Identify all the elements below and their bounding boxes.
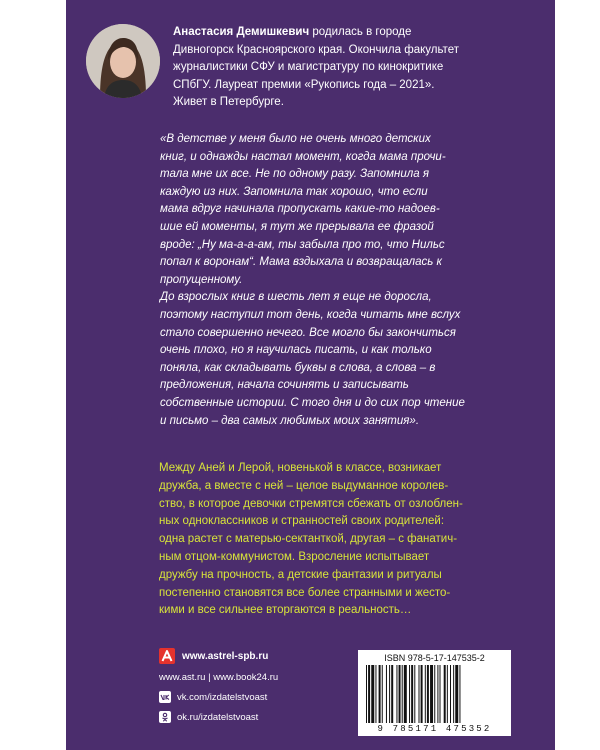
synopsis-line: ных одноклассников и странностей своих родителей: xyxy=(159,515,445,528)
ok-icon xyxy=(159,711,171,723)
author-quote xyxy=(160,131,520,430)
book-synopsis xyxy=(159,460,524,620)
astrel-logo-icon xyxy=(159,648,175,664)
synopsis-line: дружбу на прочность, а детские фантазии и ритуалы xyxy=(159,568,442,581)
shop-links-row xyxy=(159,672,278,683)
quote-line: собственные истории. С того дня и до сих пор чтение xyxy=(160,396,465,409)
author-portrait-illustration xyxy=(86,24,160,98)
quote-line: поняла, как складывать буквы в слова, а слова – в xyxy=(160,361,436,374)
quote-line: мама вдруг начинала пропускать какие-то надоев- xyxy=(160,203,440,216)
quote-line: тала мне их все. Не по одному разу. Запомнила я xyxy=(160,168,429,181)
shop-links[interactable]: www.ast.ru | www.book24.ru xyxy=(159,672,279,683)
author-bio xyxy=(173,24,513,112)
quote-line: очень плохо, но я научилась писать, и как только xyxy=(160,344,432,357)
quote-line: До взрослых книг в шесть лет я еще не доросла, xyxy=(160,291,432,304)
synopsis-line: Между Аней и Лерой, новенькой в классе, возникает xyxy=(159,462,442,474)
quote-line: попал к воронам“. Мама вздыхала и возвращалась к xyxy=(160,256,442,269)
author-name: Анастасия Демишкевич xyxy=(173,26,310,38)
barcode-bars xyxy=(364,665,505,723)
quote-line: и письмо – два самых любимых моих занятия». xyxy=(160,414,420,427)
synopsis-line: дружба, а вместе с ней – целое выдуманное королев- xyxy=(159,479,449,492)
author-bio-line: Анастасия Демишкевич родилась в городе xyxy=(173,26,412,38)
isbn-label: ISBN 978-5-17-147535-2 xyxy=(384,653,485,663)
quote-line: поэтому наступил тот день, когда читать мне вслух xyxy=(160,308,461,321)
author-bio-line: СПбГУ. Лауреат премии «Рукопись года – 2021». xyxy=(173,78,435,91)
synopsis-line: ство, в которое девочки стремятся сбежать от озлоблен- xyxy=(159,497,463,510)
isbn-barcode xyxy=(358,650,511,736)
publisher-site-row xyxy=(159,648,268,664)
quote-line: «В детстве у меня было не очень много детских xyxy=(160,133,431,145)
quote-line: шие ей моменты, я тут же прерывала ее фразой xyxy=(160,220,434,233)
author-bio-line: журналистики СФУ и магистратуру по кинокритике xyxy=(173,61,444,73)
quote-line: книг, и однажды настал момент, когда мама прочи- xyxy=(160,150,446,163)
synopsis-line: кими и все сильнее вторгаются в реальность… xyxy=(159,604,412,617)
quote-line: вроде: „Ну ма-а-а-ам, ты забыла про то, что Нильс xyxy=(160,238,445,251)
ok-row xyxy=(159,711,258,723)
synopsis-line: одна растет с матерью-сектанткой, другая – с фанатич- xyxy=(159,533,458,546)
barcode-digits: 9 785171 475352 xyxy=(377,724,492,734)
synopsis-line: постепенно становятся все более странными и жесто- xyxy=(159,586,451,599)
vk-icon xyxy=(159,691,171,703)
quote-line: пропущенному. xyxy=(160,273,243,286)
author-bio-line: Живет в Петербурге. xyxy=(173,96,284,108)
vk-link[interactable]: vk.com/izdatelstvoast xyxy=(177,691,268,703)
quote-line: предложения, начала сочинять и записывать xyxy=(160,379,409,392)
vk-row xyxy=(159,691,267,703)
ok-link[interactable]: ok.ru/izdatelstvoast xyxy=(177,711,259,723)
publisher-site-link[interactable]: www.astrel-spb.ru xyxy=(182,650,269,662)
author-photo xyxy=(86,24,160,98)
quote-line: каждую из них. Запомнила так хорошо, что если xyxy=(160,185,428,198)
synopsis-line: ным отцом-коммунистом. Взросление испытывает xyxy=(159,550,430,563)
author-bio-line: Дивногорск Красноярского края. Окончила факультет xyxy=(173,43,459,56)
quote-line: стало совершенно нечего. Все могло бы закончиться xyxy=(160,326,456,339)
